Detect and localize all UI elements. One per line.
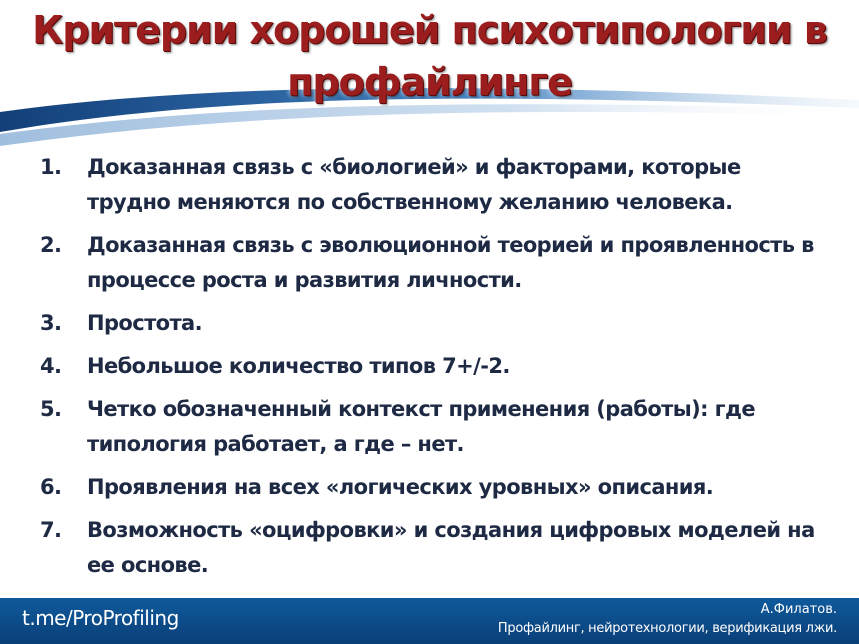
list-item (40, 470, 830, 505)
list-item-number: 1. (40, 155, 62, 179)
list-item-number: 3. (40, 311, 62, 335)
list-item (40, 150, 830, 220)
list-item-number: 6. (40, 475, 62, 499)
list-item (40, 513, 830, 583)
list-item-number: 2. (40, 233, 62, 257)
list-item (40, 228, 830, 298)
list-item-text: Доказанная связь с «биологией» и факторами, которые трудно меняются по собственному желанию человека. (87, 155, 741, 214)
list-item-number: 4. (40, 354, 62, 378)
list-item-number: 7. (40, 518, 62, 542)
footer-bar (0, 598, 859, 644)
list-item-text: Четко обозначенный контекст применения (работы): где типология работает, а где – нет. (87, 397, 756, 456)
telegram-link[interactable]: t.me/ProProfiling (22, 606, 179, 630)
footer-tagline: Профайлинг, нейротехнологии, верификация лжи. (497, 621, 837, 636)
list-item-text: Возможность «оцифровки» и создания цифровых моделей на ее основе. (87, 518, 815, 577)
list-item-text: Простота. (87, 311, 203, 335)
list-item-text: Проявления на всех «логических уровных» описания. (87, 475, 714, 499)
list-item (40, 349, 830, 384)
slide-title: Критерии хорошей психотипологии в профайлинге (32, 8, 827, 104)
list-item (40, 392, 830, 462)
list-item (40, 306, 830, 341)
list-item-number: 5. (40, 397, 62, 421)
footer-author: А.Филатов. (760, 602, 837, 617)
list-item-text: Небольшое количество типов 7+/-2. (87, 354, 510, 378)
criteria-list (40, 150, 830, 591)
list-item-text: Доказанная связь с эволюционной теорией и проявленность в процессе роста и развития личности. (87, 233, 814, 292)
